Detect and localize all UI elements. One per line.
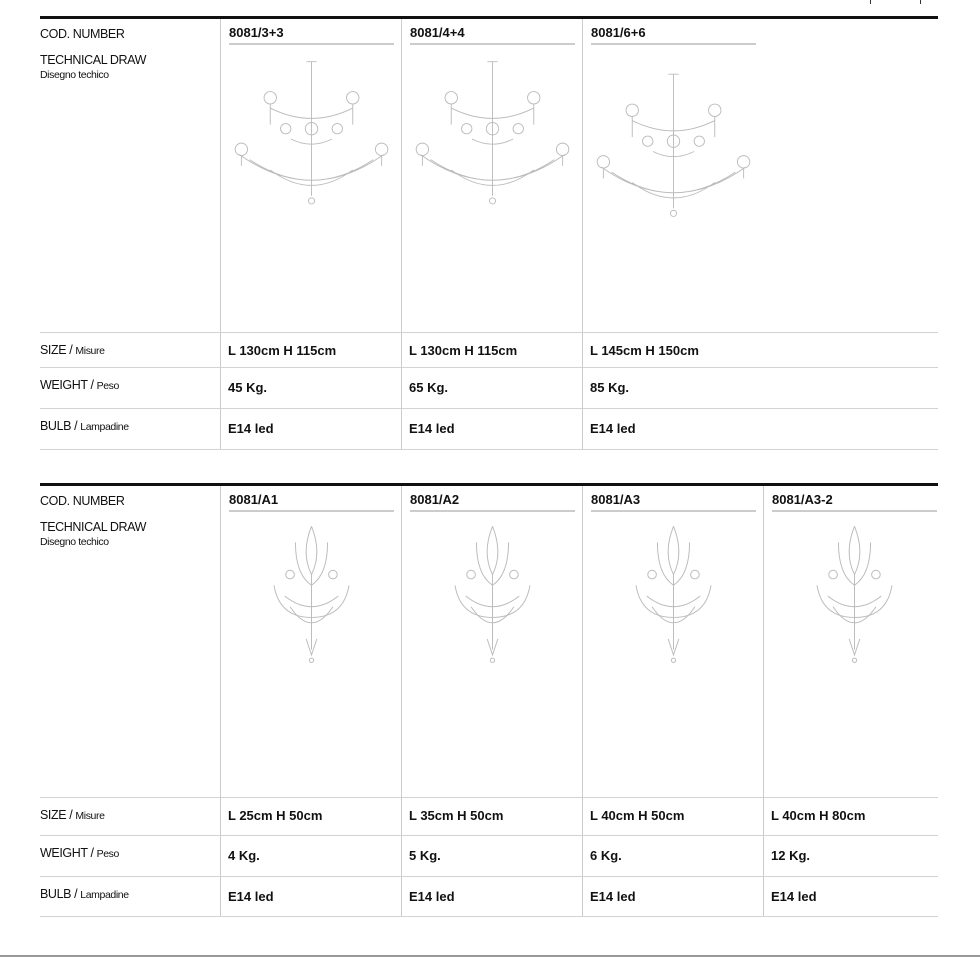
product-code: 8081/6+6	[591, 25, 646, 40]
product-size: L 25cm H 50cm	[228, 808, 323, 823]
spec-table	[40, 483, 938, 916]
code-underline	[410, 510, 575, 512]
product-size: L 35cm H 50cm	[409, 808, 504, 823]
size-label-subtitle: Misure	[75, 810, 105, 822]
cod-number-label: COD. NUMBER	[40, 27, 125, 41]
code-underline	[772, 510, 937, 512]
size-label-subtitle: Misure	[75, 345, 105, 357]
weight-label	[40, 378, 119, 392]
product-weight: 45 Kg.	[228, 380, 268, 395]
product-bulb: E14 led	[590, 889, 636, 904]
product-column	[220, 486, 402, 916]
product-size: L 130cm H 115cm	[409, 343, 518, 358]
size-label	[40, 343, 105, 357]
product-size: L 40cm H 50cm	[590, 808, 685, 823]
product-weight: 5 Kg.	[409, 848, 441, 863]
product-column	[401, 19, 583, 449]
product-weight: 65 Kg.	[409, 380, 449, 395]
row-divider	[40, 916, 938, 917]
product-column	[401, 486, 583, 916]
cod-number-label: COD. NUMBER	[40, 494, 125, 508]
technical-draw-label	[40, 520, 146, 548]
product-column	[582, 19, 764, 449]
size-label	[40, 808, 105, 822]
product-code: 8081/4+4	[410, 25, 465, 40]
size-label-title: SIZE /	[40, 343, 73, 357]
chandelier-drawing-icon	[410, 54, 575, 224]
bulb-label-subtitle: Lampadine	[80, 421, 129, 433]
weight-label-subtitle: Peso	[96, 380, 119, 392]
bulb-label-title: BULB /	[40, 887, 78, 901]
product-weight: 12 Kg.	[771, 848, 811, 863]
product-weight: 4 Kg.	[228, 848, 260, 863]
code-underline	[229, 43, 394, 45]
weight-label-title: WEIGHT /	[40, 846, 94, 860]
page-mark	[870, 0, 871, 4]
technical-draw-title: TECHNICAL DRAW	[40, 520, 146, 534]
weight-label-title: WEIGHT /	[40, 378, 94, 392]
bulb-label	[40, 419, 129, 433]
product-size: L 40cm H 80cm	[771, 808, 866, 823]
size-label-title: SIZE /	[40, 808, 73, 822]
technical-drawing	[591, 54, 756, 249]
code-underline	[410, 43, 575, 45]
product-code: 8081/A2	[410, 492, 460, 507]
product-bulb: E14 led	[228, 421, 274, 436]
product-code: 8081/A3-2	[772, 492, 833, 507]
wall-lamp-drawing-icon	[229, 521, 394, 671]
product-code: 8081/A1	[229, 492, 279, 507]
product-bulb: E14 led	[409, 421, 455, 436]
product-size: L 145cm H 150cm	[590, 343, 699, 358]
product-weight: 6 Kg.	[590, 848, 622, 863]
product-size: L 130cm H 115cm	[228, 343, 337, 358]
technical-drawing	[229, 54, 394, 224]
technical-drawing	[410, 521, 575, 671]
row-divider	[40, 449, 938, 450]
spec-table	[40, 16, 938, 449]
page-mark	[920, 0, 921, 4]
wall-lamp-drawing-icon	[772, 521, 937, 671]
technical-draw-subtitle: Disegno techico	[40, 536, 109, 548]
product-column	[220, 19, 402, 449]
product-weight: 85 Kg.	[590, 380, 630, 395]
product-code: 8081/3+3	[229, 25, 284, 40]
technical-drawing	[591, 521, 756, 671]
code-underline	[591, 43, 756, 45]
product-column	[582, 486, 764, 916]
product-column	[763, 486, 939, 916]
technical-draw-title: TECHNICAL DRAW	[40, 53, 146, 67]
code-underline	[591, 510, 756, 512]
code-underline	[229, 510, 394, 512]
technical-drawing	[229, 521, 394, 671]
weight-label	[40, 846, 119, 860]
technical-drawing	[410, 54, 575, 224]
product-bulb: E14 led	[771, 889, 817, 904]
product-code: 8081/A3	[591, 492, 641, 507]
bulb-label-title: BULB /	[40, 419, 78, 433]
technical-drawing	[772, 521, 937, 671]
wall-lamp-drawing-icon	[410, 521, 575, 671]
weight-label-subtitle: Peso	[96, 848, 119, 860]
wall-lamp-drawing-icon	[591, 521, 756, 671]
product-bulb: E14 led	[409, 889, 455, 904]
chandelier-drawing-icon	[229, 54, 394, 224]
technical-draw-subtitle: Disegno techico	[40, 69, 109, 81]
product-bulb: E14 led	[228, 889, 274, 904]
technical-draw-label	[40, 53, 146, 81]
chandelier-drawing-icon	[591, 54, 756, 249]
bulb-label-subtitle: Lampadine	[80, 889, 129, 901]
product-bulb: E14 led	[590, 421, 636, 436]
bulb-label	[40, 887, 129, 901]
